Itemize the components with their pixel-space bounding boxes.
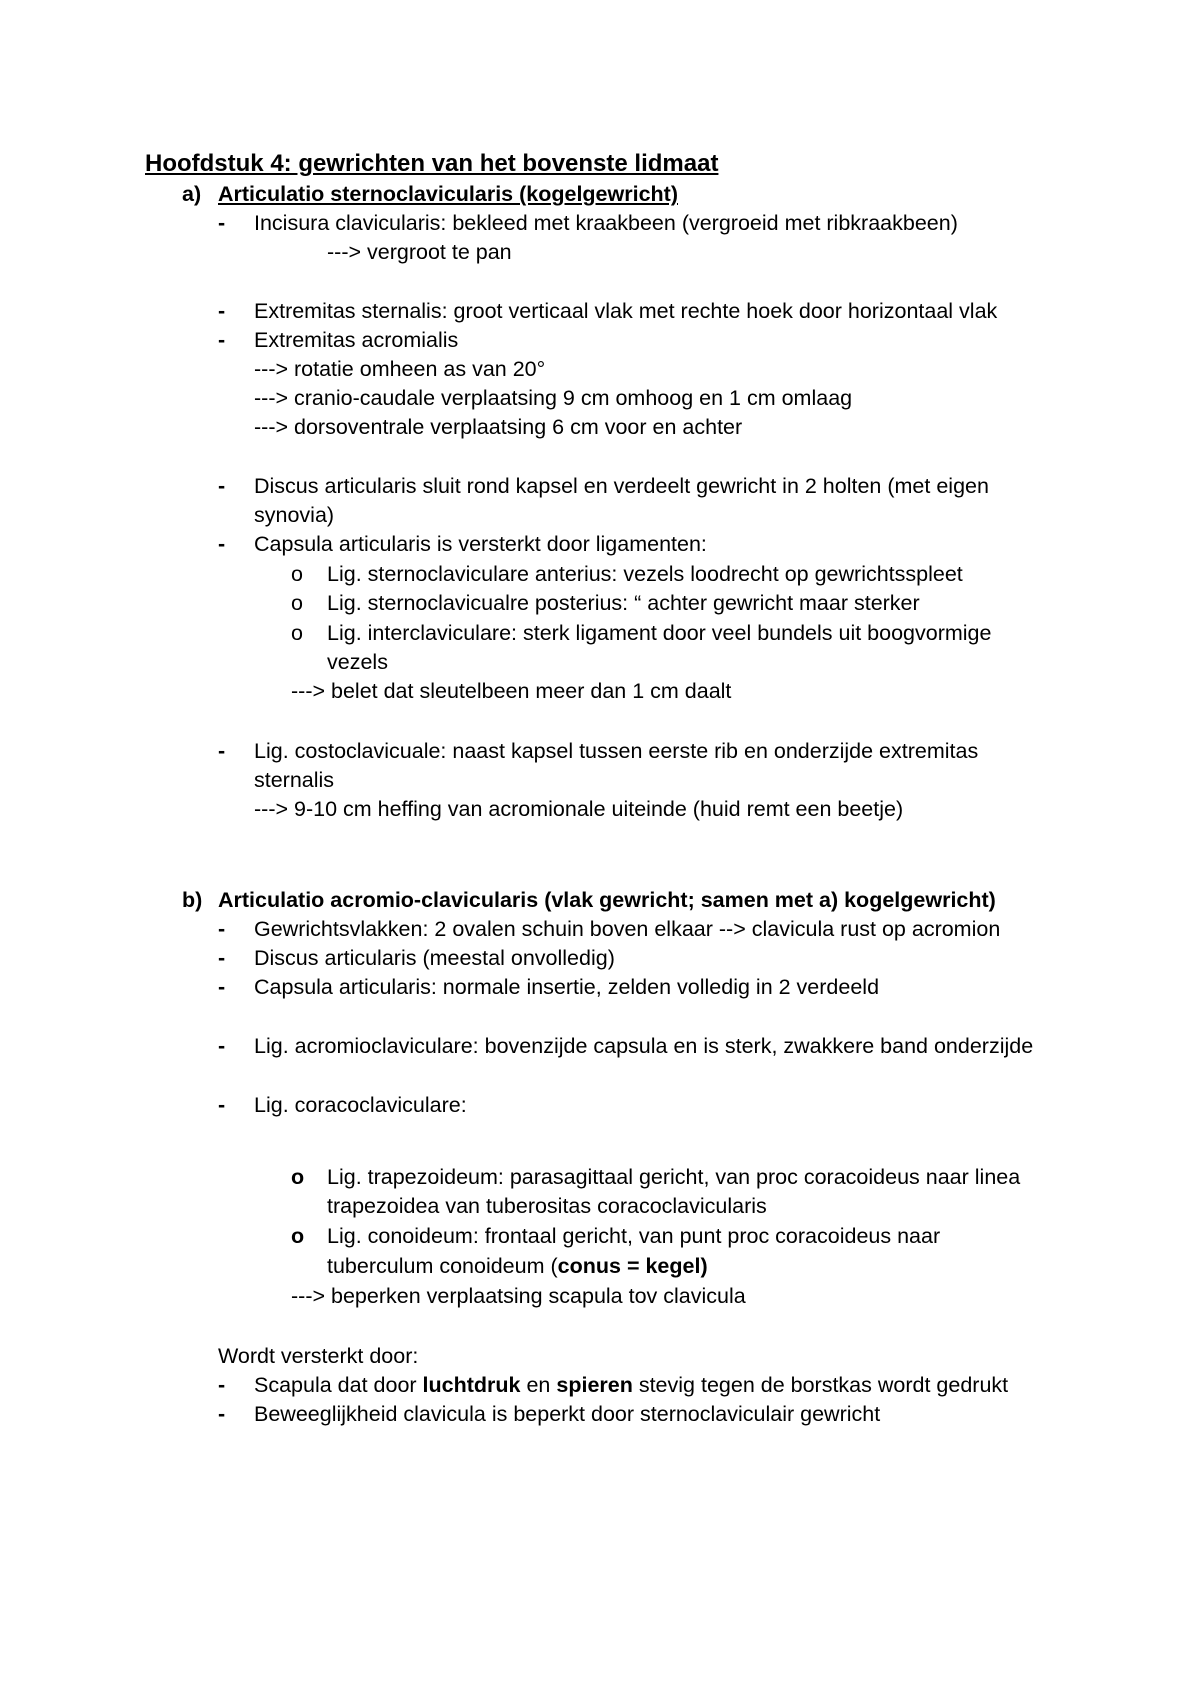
dash-bullet: - [218,299,226,323]
sub-list-item-continuation: trapezoidea van tuberositas coracoclavicularis [327,1194,767,1218]
bold-text-run: luchtdruk [422,1373,521,1397]
dash-bullet: - [218,946,226,970]
arrow-note: ---> dorsoventrale verplaatsing 6 cm voor en achter [254,415,743,439]
conoid-text: tuberculum conoideum ( [327,1254,558,1278]
list-item: Extremitas acromialis [254,328,459,352]
dash-bullet: - [218,917,226,941]
list-item: Discus articularis (meestal onvolledig) [254,946,615,970]
dash-bullet: - [218,211,226,235]
sub-list-item: Lig. interclaviculare: sterk ligament door veel bundels uit boogvormige [327,621,992,645]
list-item: Lig. coracoclaviculare: [254,1093,467,1117]
page-title: Hoofdstuk 4: gewrichten van het bovenste lidmaat [145,150,719,177]
list-item: Lig. costoclavicuale: naast kapsel tussen eerste rib en onderzijde extremitas [254,739,979,763]
list-item: Lig. acromioclaviculare: bovenzijde capsula en is sterk, zwakkere band onderzijde [254,1034,1034,1058]
dash-bullet: - [218,1402,226,1426]
list-item: Gewrichtsvlakken: 2 ovalen schuin boven elkaar --> clavicula rust op acromion [254,917,1001,941]
list-item: Incisura clavicularis: bekleed met kraakbeen (vergroeid met ribkraakbeen) [254,211,958,235]
text-run: en [520,1373,557,1397]
arrow-note: ---> 9-10 cm heffing van acromionale uiteinde (huid remt een beetje) [254,797,904,821]
list-item [254,1371,1008,1400]
sub-list-item: Lig. conoideum: frontaal gericht, van punt proc coracoideus naar [327,1224,941,1248]
section-a-marker: a) [182,182,202,206]
list-item-continuation: sternalis [254,768,335,792]
dash-bullet: - [218,1034,226,1058]
sub-list-item: Lig. sternoclaviculare anterius: vezels loodrecht op gewrichtsspleet [327,562,963,586]
arrow-note: ---> cranio-caudale verplaatsing 9 cm omhoog en 1 cm omlaag [254,386,853,410]
sub-list-item: Lig. trapezoideum: parasagittaal gericht, van proc coracoideus naar linea [327,1165,1021,1189]
circle-bullet: o [291,1165,305,1189]
conoid-bold-text: conus = kegel) [557,1254,708,1278]
sub-list-item-continuation: vezels [327,650,388,674]
list-item: Capsula articularis: normale insertie, zelden volledig in 2 verdeeld [254,975,880,999]
section-a-heading: Articulatio sternoclavicularis (kogelgewricht) [218,182,678,206]
arrow-note: ---> belet dat sleutelbeen meer dan 1 cm daalt [291,679,732,703]
reinforced-label: Wordt versterkt door: [218,1344,419,1368]
circle-bullet: o [291,621,303,645]
list-item-continuation: synovia) [254,503,335,527]
list-item: Discus articularis sluit rond kapsel en verdeelt gewricht in 2 holten (met eigen [254,474,989,498]
dash-bullet: - [218,975,226,999]
dash-bullet: - [218,532,226,556]
arrow-note: ---> rotatie omheen as van 20° [254,357,546,381]
dash-bullet: - [218,328,226,352]
sub-list-item-continuation [327,1252,708,1281]
text-run: stevig tegen de borstkas wordt gedrukt [632,1373,1009,1397]
text-run: Scapula dat door [254,1373,423,1397]
list-item: Capsula articularis is versterkt door ligamenten: [254,532,707,556]
circle-bullet: o [291,562,303,586]
arrow-note: ---> beperken verplaatsing scapula tov clavicula [291,1284,746,1308]
circle-bullet: o [291,591,303,615]
section-b-marker: b) [182,888,203,912]
dash-bullet: - [218,1093,226,1117]
dash-bullet: - [218,474,226,498]
section-b-heading: Articulatio acromio-clavicularis (vlak gewricht; samen met a) kogelgewricht) [218,888,996,912]
arrow-note: ---> vergroot te pan [327,240,512,264]
dash-bullet: - [218,1373,226,1397]
sub-list-item: Lig. sternoclavicualre posterius: “ achter gewricht maar sterker [327,591,920,615]
list-item: Extremitas sternalis: groot verticaal vlak met rechte hoek door horizontaal vlak [254,299,998,323]
dash-bullet: - [218,739,226,763]
list-item: Beweeglijkheid clavicula is beperkt door sternoclaviculair gewricht [254,1402,881,1426]
bold-text-run: spieren [556,1373,633,1397]
circle-bullet: o [291,1224,305,1248]
